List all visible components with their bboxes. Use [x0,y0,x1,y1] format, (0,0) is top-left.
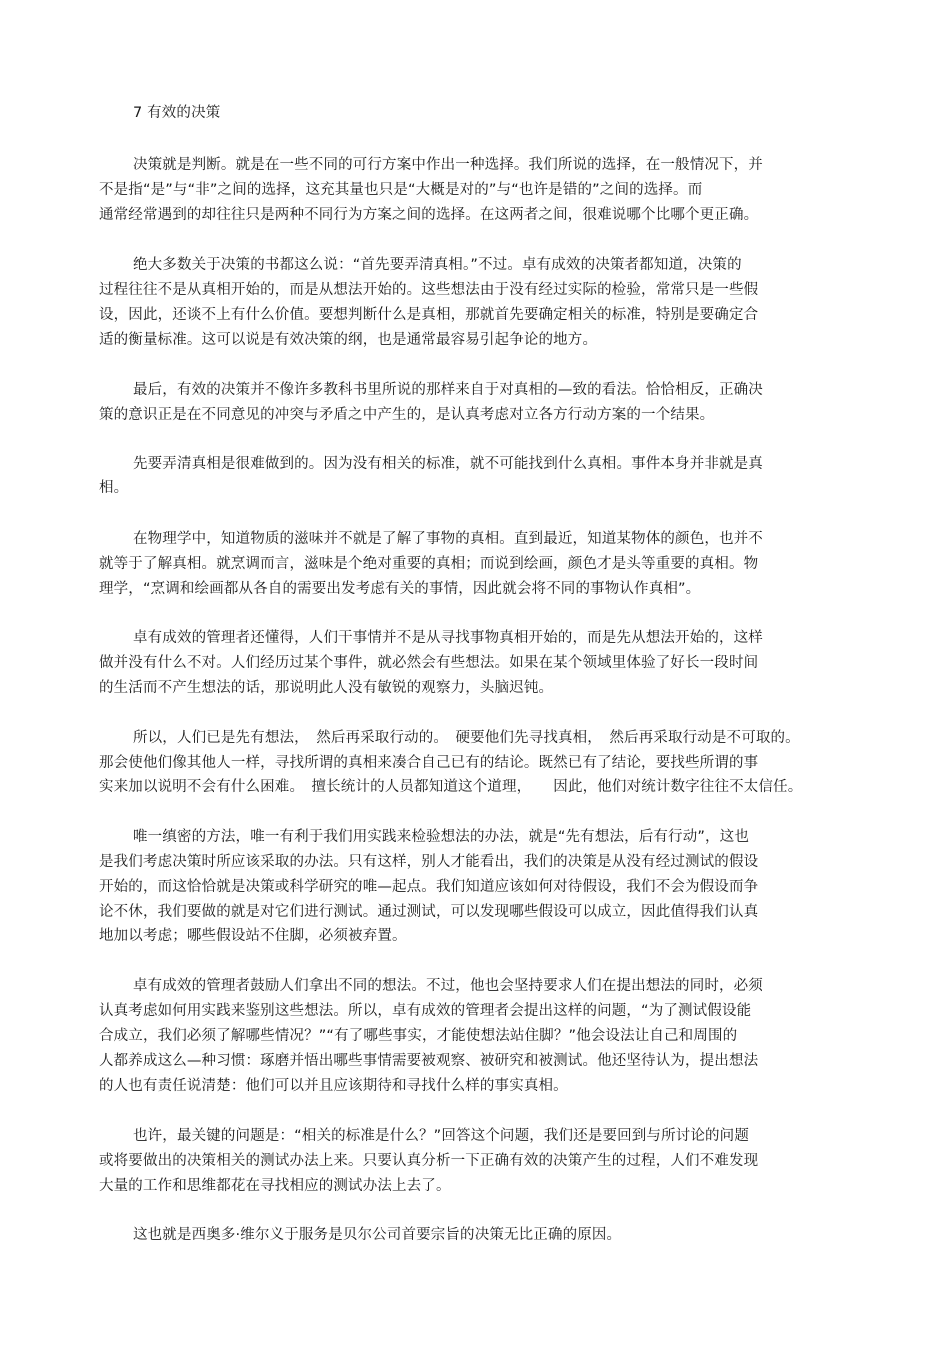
paragraph-line: 在物理学中，知道物质的滋味并不就是了解了事物的真相。直到最近，知道某物体的颜色，也并不 [133,531,763,547]
paragraph-line: 是我们考虑决策时所应该采取的办法。只有这样，别人才能看出，我们的决策是从没有经过测试的假设 [99,854,759,870]
paragraph-line: 最后，有效的决策并不像许多教科书里所说的那样来自于对真相的—致的看法。恰恰相反，正确决 [133,382,763,398]
paragraph-line: 过程往往不是从真相开始的，而是从想法开始的。这些想法由于没有经过实际的检验，常常只是一些假 [99,282,759,298]
paragraph-line: 合成立，我们必须了解哪些情况？”“有了哪些事实，才能使想法站住脚？”他会设法让自己和周围的 [99,1028,738,1044]
paragraph-line: 先要弄清真相是很难做到的。因为没有相关的标准，就不可能找到什么真相。事件本身并非就是真 [133,456,763,472]
paragraph-line: 唯一缜密的方法，唯一有利于我们用实践来检验想法的办法，就是“先有想法，后有行动”，这也 [133,829,749,845]
paragraph-line: 就等于了解真相。就烹调而言，滋味是个绝对重要的真相；而说到绘画，颜色才是头等重要的真相。物 [99,556,759,572]
paragraph-line: 论不休，我们要做的就是对它们进行测试。通过测试，可以发现哪些假设可以成立，因此值得我们认真 [99,904,759,920]
paragraph-line: 策的意识正是在不同意见的冲突与矛盾之中产生的，是认真考虑对立各方行动方案的一个结果。 [99,407,715,423]
paragraph-line: 或将要做出的决策相关的测试办法上来。只要认真分析一下正确有效的决策产生的过程，人们不难发现 [99,1153,759,1169]
paragraph-line: 人都养成这么—种习惯：琢磨并悟出哪些事情需要被观察、被研究和被测试。他还坚待认为，提出想法 [99,1053,759,1069]
paragraph-line: 这也就是西奥多·维尔义于服务是贝尔公司首要宗旨的决策无比正确的原因。 [133,1227,622,1243]
paragraph-line: 不是指“是”与“非”之间的选择，这充其量也只是“大概是对的”与“也许是错的”之间的选择。而 [99,182,703,198]
paragraph-line: 做并没有什么不对。人们经历过某个事件，就必然会有些想法。如果在某个领域里体验了好长一段时间 [99,655,759,671]
paragraph-line: 大量的工作和思维都花在寻找相应的测试办法上去了。 [99,1178,451,1194]
paragraph-line: 实来加以说明不会有什么困难。 擅长统计的人员都知道这个道理， 因此，他们对统计数字往往不太信任。 [99,779,803,795]
paragraph-line: 认真考虑如何用实践来鉴别这些想法。所以，卓有成效的管理者会提出这样的问题，“为了测试假设能 [99,1003,752,1019]
paragraph-line: 设，因此，还谈不上有什么价值。要想判断什么是真相，那就首先要确定相关的标准，特别是要确定合 [99,307,759,323]
paragraph-line: 通常经常遇到的却往往只是两种不同行为方案之间的选择。在这两者之间，很难说哪个比哪个更正确。 [99,207,759,223]
paragraph-line: 那会使他们像其他人一样，寻找所谓的真相来凑合自己已有的结论。既然已有了结论，要找些所谓的事 [99,755,759,771]
paragraph-line: 的人也有责任说清楚：他们可以并且应该期待和寻找什么样的事实真相。 [99,1078,568,1094]
paragraph-line: 相。 [99,480,129,496]
paragraph-line: 决策就是判断。就是在一些不同的可行方案中作出一种选择。我们所说的选择，在一般情况下，并 [133,157,763,173]
paragraph-line: 的生活而不产生想法的话，那说明此人没有敏锐的观察力，头脑迟钝。 [99,680,554,696]
paragraph-line: 绝大多数关于决策的书都这么说：“首先要弄清真相。”不过。卓有成效的决策者都知道，决策的 [133,257,742,273]
paragraph-line: 开始的，而这恰恰就是决策或科学研究的唯—起点。我们知道应该如何对待假设，我们不会为假设而争 [99,879,759,895]
paragraph-line: 所以，人们已是先有想法， 然后再采取行动的。 硬要他们先寻找真相， 然后再采取行动是不可取的。 [133,730,800,746]
section-heading: 7 有效的决策 [133,105,221,121]
paragraph-line: 地加以考虑；哪些假设站不住脚，必须被弃置。 [99,928,407,944]
paragraph-line: 卓有成效的管理者还懂得，人们干事情并不是从寻找事物真相开始的，而是先从想法开始的，这样 [133,630,763,646]
paragraph-line: 适的衡量标准。这可以说是有效决策的纲，也是通常最容易引起争论的地方。 [99,332,598,348]
paragraph-line: 也许，最关键的问题是：“相关的标准是什么？”回答这个问题，我们还是要回到与所讨论的问题 [133,1128,749,1144]
paragraph-line: 理学，“烹调和绘画都从各自的需要出发考虑有关的事情，因此就会将不同的事物认作真相”。 [99,581,701,597]
paragraph-line: 卓有成效的管理者鼓励人们拿出不同的想法。不过，他也会坚持要求人们在提出想法的同时，必须 [133,978,763,994]
